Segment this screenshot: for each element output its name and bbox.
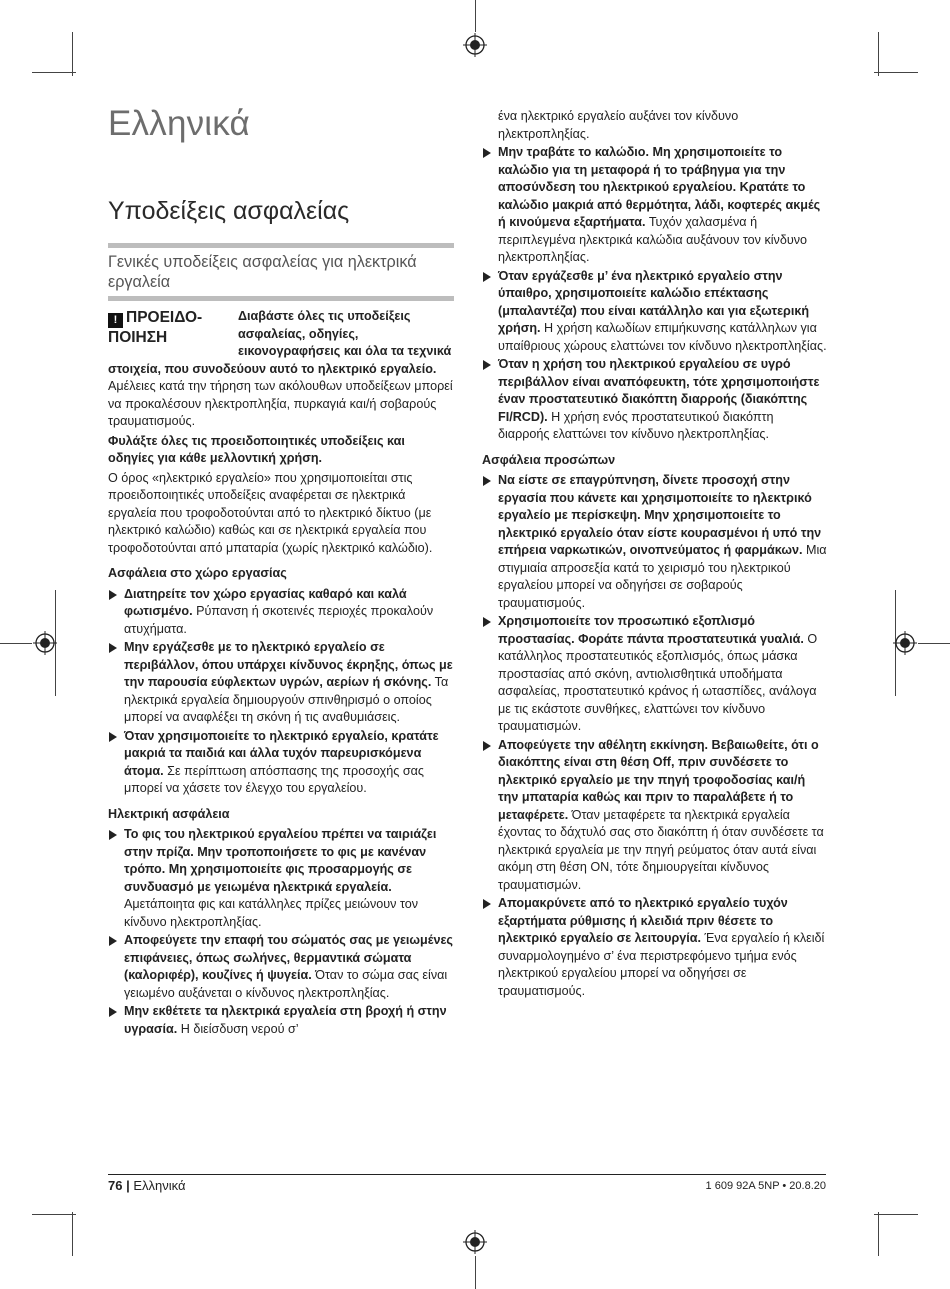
list-item: Αποφεύγετε την επαφή του σώματός σας με γειωμένες επιφάνειες, όπως σωλήνες, θερμαντικά σώματα (καλοριφέρ), κουζίνες ή ψυγεία. Όταν το σώμα σας είναι γειωμένο αυξάνεται ο κίνδυνος ηλεκτροπληξίας. <box>108 932 454 1002</box>
registration-mark-icon <box>463 33 487 57</box>
workplace-heading: Ασφάλεια στο χώρο εργασίας <box>108 566 287 580</box>
warning-block <box>108 308 454 362</box>
crop-mark <box>0 643 32 644</box>
list-item: Όταν χρησιμοποιείτε το ηλεκτρικό εργαλείο, κρατάτε μακριά τα παιδιά και άλλα τυχόν παρευρισκόμενα άτομα. Σε περίπτωση απόσπασης της προσοχής σας μπορεί να χάσετε τον έλεγχο του εργαλείου. <box>108 728 454 798</box>
list-item: Χρησιμοποιείτε τον προσωπικό εξοπλισμό προστασίας. Φοράτε πάντα προστατευτικά γυαλιά. Ο κατάλληλος προστατευτικός εξοπλισμός, όπως μάσκα προστασίας από σκόνη, αντιολισθητικά υποδήματα ασφαλείας, προστατευτικό κράνος ή ωτασπίδες, ανάλογα με τις εκάστοτε συνθήκες, ελαττώνει τον κίνδυνο τραυματισμών. <box>482 613 827 736</box>
crop-mark <box>475 0 476 32</box>
crop-mark <box>32 72 76 73</box>
warning-sign-icon: ! <box>108 313 123 328</box>
list-item: Αποφεύγετε την αθέλητη εκκίνηση. Βεβαιωθείτε, ότι ο διακόπτης είναι στη θέση Off, πριν συνδέσετε το ηλεκτρικό εργαλείο με την πηγή τροφοδοσίας και/ή την μπαταρία καθώς και πριν το παραλάβετε ή το μεταφέρετε. Όταν μεταφέρετε τα ηλεκτρικά εργαλεία έχοντας το δάχτυλό σας στο διακόπτη ή όταν συνδέσετε τα ηλεκτρικά εργαλεία με την πηγή ρεύματος όταν αυτά είναι ακόμη στη θέση ON, τότε δημιουργείται κίνδυνος τραυματισμών. <box>482 737 827 895</box>
heading-bar <box>108 296 454 301</box>
footer-page-info <box>108 1178 186 1193</box>
safety-title: Υποδείξεις ασφαλείας <box>108 197 350 225</box>
list-item: Να είστε σε επαγρύπνηση, δίνετε προσοχή στην εργασία που κάνετε και χρησιμοποιείτε το ηλεκτρικό εργαλείο με περίσκεψη. Μην χρησιμοποιείτε το ηλεκτρικό εργαλείο όταν είστε κουρασμένοι ή υπό την επήρεια ναρκωτικών, οινοπνεύματος ή φαρμάκων. Μια στιγμιαία απροσεξία κατά το χειρισμό του ηλεκτρικού εργαλείου μπορεί να οδηγήσει σε σοβαρούς τραυματισμούς. <box>482 472 827 612</box>
bullet-triangle-icon <box>109 732 117 742</box>
footer-language: Ελληνικά <box>133 1178 186 1193</box>
list-item: Απομακρύνετε από το ηλεκτρικό εργαλείο τυχόν εξαρτήματα ρύθμισης ή κλειδιά πριν θέσετε το ηλεκτρικό εργαλείο σε λειτουργία. Ένα εργαλείο ή κλειδί συναρμολογημένο σ’ ένα περιστρεφόμενο τμήμα ενός ηλεκτρικού εργαλείου μπορεί να οδηγήσει σε τραυματισμούς. <box>482 895 827 1000</box>
bullet-triangle-icon <box>483 360 491 370</box>
language-title: Ελληνικά <box>108 104 250 143</box>
continued-text: ένα ηλεκτρικό εργαλείο αυξάνει τον κίνδυνο ηλεκτροπληξίας. <box>498 109 739 141</box>
term-paragraph: Ο όρος «ηλεκτρικό εργαλείο» που χρησιμοποιείται στις προειδοποιητικές υποδείξεις αναφέρεται σε ηλεκτρικά εργαλεία που τροφοδοτούνται από το ηλεκτρικό δίκτυο (με ηλεκτρικό καλώδιο) καθώς και σε ηλεκτρικά εργαλεία που τροφοδοτούνται από μπαταρία (χωρίς ηλεκτρικό καλώδιο). <box>108 470 433 555</box>
list-item: Μην τραβάτε το καλώδιο. Μη χρησιμοποιείτε το καλώδιο για τη μεταφορά ή το τράβηγμα για την αποσύνδεση του ηλεκτρικού εργαλείου. Κρατάτε το καλώδιο μακριά από θερμότητα, λάδι, κοφτερές ακμές ή κινούμενα εξαρτήματα. Τυχόν χαλασμένα ή περιπλεγμένα ηλεκτρικά καλώδια αυξάνουν τον κίνδυνο ηλεκτροπληξίας. <box>482 144 827 267</box>
bullet-triangle-icon <box>483 617 491 627</box>
registration-mark-icon <box>33 631 57 655</box>
page-number: 76 <box>108 1178 123 1193</box>
list-item: Μην εκθέτετε τα ηλεκτρικά εργαλεία στη βροχή ή στην υγρασία. Η διείσδυση νερού σ’ <box>108 1003 454 1038</box>
crop-mark <box>874 72 918 73</box>
list-item: Το φις του ηλεκτρικού εργαλείου πρέπει να ταιριάζει στην πρίζα. Μην τροποποιήσετε το φις με κανέναν τρόπο. Μη χρησιμοποιείτε φις προσαρμογής σε συνδυασμό με γειωμένα ηλεκτρικά εργαλεία. Αμετάποιητα φις και κατάλληλες πρίζες μειώνουν τον κίνδυνο ηλεκτροπληξίας. <box>108 826 454 931</box>
warning-label: ! ΠΡΟΕΙΔΟ- ΠΟΙΗΣΗ <box>108 309 203 346</box>
crop-mark <box>918 643 950 644</box>
registration-mark-icon <box>893 631 917 655</box>
general-heading-box <box>108 243 454 301</box>
electrical-heading: Ηλεκτρική ασφάλεια <box>108 806 230 821</box>
personal-heading: Ασφάλεια προσώπων <box>482 452 616 467</box>
bullet-triangle-icon <box>109 590 117 600</box>
list-item: Μην εργάζεσθε με το ηλεκτρικό εργαλείο σε περιβάλλον, όπου υπάρχει κίνδυνος έκρηξης, όπως με την παρουσία εύφλεκτων υγρών, αερίων ή σκόνης. Τα ηλεκτρικά εργαλεία δημιουργούν σπινθηρισμό ο οποίος μπορεί να αναφλέξει τη σκόνη ή τις αναθυμιάσεις. <box>108 639 454 727</box>
keep-instructions: Φυλάξτε όλες τις προειδοποιητικές υποδείξεις και οδηγίες για κάθε μελλοντική χρήση. <box>108 433 405 465</box>
crop-mark <box>874 1214 918 1215</box>
crop-mark <box>878 32 879 76</box>
bullet-triangle-icon <box>109 1007 117 1017</box>
bullet-triangle-icon <box>483 476 491 486</box>
warning-rest: Αμέλειες κατά την τήρηση των ακόλουθων υποδείξεων μπορεί να προκαλέσουν ηλεκτροπληξία, πυρκαγιά και/ή σοβαρούς τραυματισμούς. <box>108 379 453 428</box>
bullet-triangle-icon <box>109 643 117 653</box>
bullet-triangle-icon <box>483 899 491 909</box>
registration-mark-icon <box>463 1230 487 1254</box>
warning-lead: Διαβάστε όλες τις υποδείξεις ασφαλείας, οδηγίες, εικονογραφήσεις και όλα τα τεχνικά στοιχεία, που συνοδεύουν αυτό το ηλεκτρικό εργαλείο. <box>108 309 452 376</box>
general-heading: Γενικές υποδείξεις ασφαλείας για ηλεκτρικά εργαλεία <box>108 253 417 291</box>
list-item: Διατηρείτε τον χώρο εργασίας καθαρό και καλά φωτισμένο. Ρύπανση ή σκοτεινές περιοχές προκαλούν ατυχήματα. <box>108 586 454 639</box>
bullet-triangle-icon <box>483 272 491 282</box>
crop-mark <box>32 1214 76 1215</box>
footer-rule <box>108 1174 826 1175</box>
left-column <box>108 308 454 1038</box>
heading-bar <box>108 243 454 248</box>
crop-mark <box>878 1212 879 1256</box>
bullet-triangle-icon <box>109 830 117 840</box>
right-column <box>482 108 827 1000</box>
bullet-triangle-icon <box>483 741 491 751</box>
crop-mark <box>72 1212 73 1256</box>
list-item: Όταν εργάζεσθε μ’ ένα ηλεκτρικό εργαλείο στην ύπαιθρο, χρησιμοποιείτε καλώδιο επέκτασης (μπαλαντέζα) που είναι κατάλληλο και για εξωτερική χρήση. Η χρήση καλωδίων επιμήκυνσης κατάλληλων για υπαίθριους χώρους ελαττώνει τον κίνδυνο ηλεκτροπληξίας. <box>482 268 827 356</box>
footer-separator: | <box>126 1178 130 1193</box>
bullet-triangle-icon <box>109 936 117 946</box>
crop-mark <box>475 1256 476 1289</box>
list-item: Όταν η χρήση του ηλεκτρικού εργαλείου σε υγρό περιβάλλον είναι αναπόφευκτη, τότε χρησιμοποιήστε έναν προστατευτικό διακόπτη διαρροής (διακόπτης FI/RCD). Η χρήση ενός προστατευτικού διακόπτη διαρροής ελαττώνει τον κίνδυνο ηλεκτροπληξίας. <box>482 356 827 444</box>
crop-mark <box>72 32 73 76</box>
doc-code: 1 609 92A 5NP • 20.8.20 <box>705 1180 826 1192</box>
bullet-triangle-icon <box>483 148 491 158</box>
